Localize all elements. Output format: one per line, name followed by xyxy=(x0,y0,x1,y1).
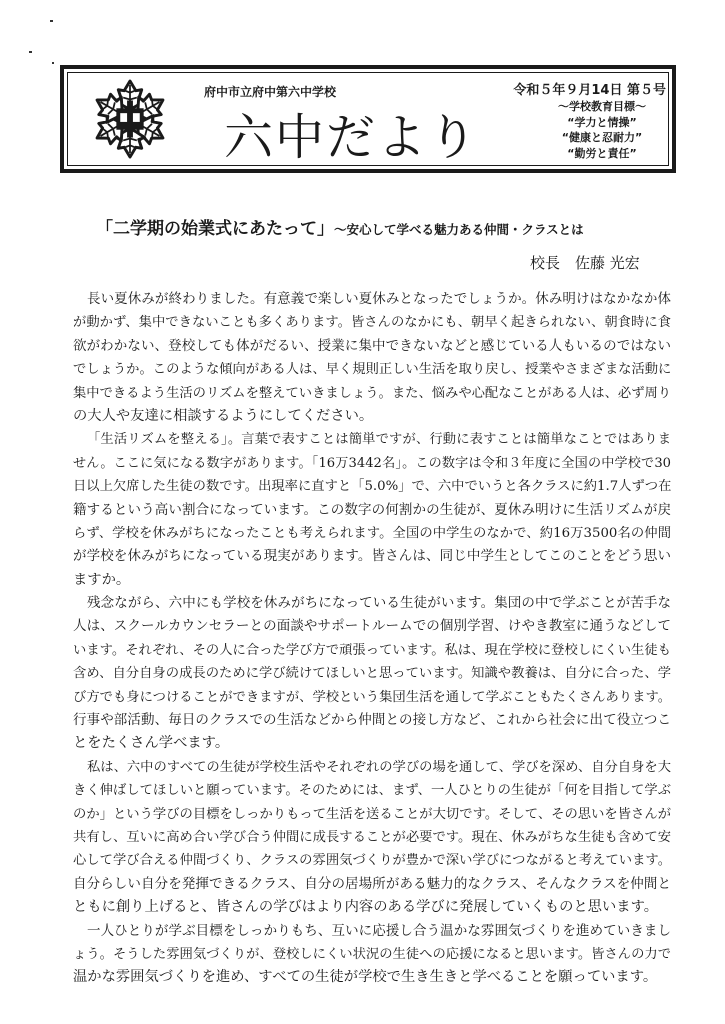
body-line: が動かず、集中できないことも多くあります。皆さんのなかにも、朝早く起きられない、朝食時に食 xyxy=(73,315,671,331)
body-line: 集中できるよう生活のリズムを整えていきましょう。また、悩みや心配なことがある人は、必ず周り xyxy=(73,385,671,401)
body-line: でしょうか。このような傾向がある人は、早く規則正しい生活を取り戻し、授業やさまざまな活動に xyxy=(73,362,671,378)
body-line: 行事や部活動、毎日のクラスでの生活などから仲間との接し方など、これから社会に出て役立つこ xyxy=(73,712,671,729)
headline-subtitle: ～安心して学べる魅力ある仲間・クラスとは xyxy=(334,222,584,237)
school-emblem-icon xyxy=(91,77,169,161)
school-goals xyxy=(546,99,658,161)
body-line: ともに創り上げると、皆さんの学びはより内容のある学びに発展していくものと思います。 xyxy=(73,899,659,916)
body-line: 共有し、互いに高め合い学び合う仲間に成長することが必要です。現在、休みがちな生徒も含めて安 xyxy=(73,829,671,845)
scan-speck xyxy=(29,51,32,53)
body-line: 「生活リズムを整える」。言葉で表すことは簡単ですが、行動に表すことは簡単なことではありま xyxy=(87,432,671,448)
body-line: せん。ここに気になる数字があります。「16万3442名」。この数字は令和３年度に全国の中学校で30 xyxy=(73,455,671,471)
body-line: います。それぞれ、その人に合った学び方で頑張っています。私は、現在学校に登校しにくい生徒も xyxy=(73,642,671,658)
body-line: ますか。 xyxy=(73,571,131,588)
article-headline xyxy=(96,214,584,239)
body-line: 長い夏休みが終わりました。有意義で楽しい夏休みとなったでしょうか。休み明けはなかなか体 xyxy=(87,291,671,307)
body-line: 心して学び合える仲間づくり、クラスの雰囲気づくりが豊かで深い学びにつながると考えています。 xyxy=(73,853,671,869)
body-line: とをたくさん学べます。 xyxy=(73,735,230,752)
body-line: のか」という学びの目標をしっかりもって生活を送ることが大切です。そして、その思いを皆さんが xyxy=(73,806,671,822)
body-line: 欲がわかない、登校しても体がだるい、授業に集中できないなどと感じている人もいるのではない xyxy=(73,337,671,354)
article-body xyxy=(73,288,671,990)
body-line: の大人や友達に相談するようにしてください。 xyxy=(73,407,374,424)
scan-speck xyxy=(50,20,53,22)
body-line: 温かな雰囲気づくりを進め、すべての生徒が学校で生き生きと学べることを願っています。 xyxy=(73,969,658,986)
article-author: 校長 佐藤 光宏 xyxy=(530,254,640,272)
goal-item: “学力と情操” xyxy=(567,115,637,129)
body-line: が学校を休みがちになっている現実があります。皆さんは、同じ中学生としてこのことをどう思い xyxy=(73,548,671,565)
body-line: び方でも身につけることができますが、学校という集団生活を通して学ぶこともたくさんあります。 xyxy=(73,689,671,705)
body-line: 日以上欠席した生徒の数です。出現率に直すと「5.0%」で、六中でいうと各クラスに約1.7人ずつ在 xyxy=(73,479,671,495)
scan-speck xyxy=(52,62,54,64)
body-line: 含め、自分自身の成長のために学び続けてほしいと思っています。知識や教養は、自分に合った、学 xyxy=(73,666,671,682)
masthead xyxy=(60,65,676,173)
school-name: 府中市立府中第六中学校 xyxy=(204,85,337,99)
body-line: 一人ひとりが学ぶ目標をしっかりもち、互いに応援し合う温かな雰囲気づくりを進めていきまし xyxy=(87,922,671,939)
body-line: 残念ながら、六中にも学校を休みがちになっている生徒がいます。集団の中で学ぶことが苦手な xyxy=(87,595,671,612)
body-line: 籍するという高い割合になっています。この数字の何割かの生徒が、夏休み明けに生活リズムが戻 xyxy=(73,501,671,518)
goals-heading: ～学校教育目標～ xyxy=(558,100,646,113)
body-line: 自分らしい自分を発揮できるクラス、自分の居場所がある魅力的なクラス、そんなクラスを仲間と xyxy=(73,875,671,892)
goal-item: “勤労と責任” xyxy=(567,146,637,160)
newsletter-title: 六中だより xyxy=(224,109,480,166)
body-line: 人は、スクールカウンセラーとの面談やサポートルームでの個別学習、けやき教室に通うなどして xyxy=(73,618,671,635)
goal-item: “健康と忍耐力” xyxy=(561,131,643,144)
body-line: きく伸ばしてほしいと願っています。そのためには、まず、一人ひとりの生徒が「何を目指して学ぶ xyxy=(73,783,671,799)
issue-date-number: 令和５年９月14日 第５号 xyxy=(513,83,666,98)
body-line: ょう。そうした雰囲気づくりが、登校しにくい状況の生徒への応援になると思います。皆さんの力で xyxy=(73,946,671,962)
body-line: 私は、六中のすべての生徒が学校生活やそれぞれの学びの場を通して、学びを深め、自分自身を大 xyxy=(87,759,671,775)
body-line: らず、学校を休みがちになったことも考えられます。全国の中学生のなかで、約16万3500名の仲間 xyxy=(73,525,671,541)
headline-main: 「二学期の始業式にあたって」 xyxy=(96,219,334,239)
